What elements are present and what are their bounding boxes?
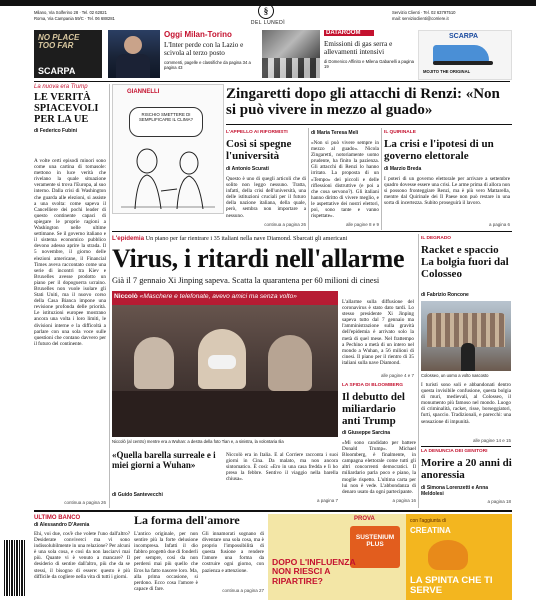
right-photo — [421, 301, 511, 371]
bottom-title[interactable]: La forma dell'amore — [134, 513, 240, 527]
lead-rule — [226, 124, 512, 125]
lead-col3-kicker: IL QUIRINALE — [384, 130, 416, 135]
lead-col1-kicker: L'APPELLO AI RIFORMISTI — [226, 130, 288, 135]
teaser-sport-photo — [108, 30, 160, 78]
bottom-text3: Gli innamorati sognano di diventare una sola cosa, ma è proprio l'impossibilità di questa fusione a rendere l'amore una forma da costruire ogni giorno, con pazienza e attenzione. — [202, 531, 264, 574]
top-rule — [34, 81, 510, 82]
right-text1: I turisti sono soli e abbandonati dentro questa invisibile confusione, questa bolgia di muri, medievali, al Colosseo, il monumento più famoso nel mondo. Luogo di criminalità, racket, risse, borseggiatori, furti, spaccio. Tradizionali, e parecchi: una sensazione di impunità. — [421, 382, 511, 425]
lead-col2-text: «Non si può vivere sempre in mezzo al guado». Nicola Zingaretti, notoriamente uomo prudente, ha finito la pazienza. Gli attacchi di Renzi lo hanno irritato. La proposta di un «Tempo» dei piccoli e delle riflessioni distruttive (e poi a che cosa servono?). Gli italiani hanno diritto di vivere meglio, e le aspettative dei nostri elettori, poi, sono tante e vanno rispettate». — [311, 140, 379, 220]
scarpa-ad-left[interactable] — [34, 30, 102, 78]
lead-col3-byline — [384, 166, 510, 172]
main-photo-ground — [112, 391, 338, 437]
bottom-rule — [34, 510, 512, 512]
shoe-sole-icon — [433, 61, 493, 65]
main-box-title[interactable]: «Quella barella surreale e i miei giorni a Wuhan» — [112, 450, 216, 470]
main-photo-caption: Niccolò (al centro) mentre era a Wuhan: a destra della foto Tian e, a sinistra, la volontaria Ilia — [112, 439, 284, 444]
main-photo-banner-label: Niccolò — [114, 293, 138, 300]
right-photo-person — [461, 343, 475, 371]
lead-col1-cont[interactable]: continua a pagina 26 — [264, 222, 306, 227]
giannelli-cartoon — [112, 84, 224, 214]
right-rule — [421, 446, 511, 447]
editorial-continued[interactable]: continua a pagina 26 — [64, 500, 106, 505]
right-cont2[interactable]: a pagina 18 — [487, 499, 511, 504]
right-kicker1: IL DEGRADO — [421, 236, 452, 241]
teaser-data-byline: di Domenico Affinito e Milena Gabanelli a pagina 19 — [324, 59, 415, 69]
right-byline1-name: di Fabrizio Roncone — [421, 292, 469, 298]
main-photo-figure-left — [134, 337, 174, 389]
col-sep-4 — [418, 234, 419, 508]
mid-rule — [112, 231, 512, 232]
sustenium-ad-right-slogan: LA SPINTA CHE TI SERVE — [410, 575, 493, 596]
sustenium-ad-right-brand: CREATINA — [410, 526, 451, 535]
sustenium-ad[interactable] — [268, 514, 512, 600]
teaser-data-text[interactable]: Emissioni di gas serra e allevamenti intensivi — [324, 40, 393, 56]
col-sep-2 — [308, 128, 309, 230]
main-title[interactable]: Virus, i ritardi nell'allarme — [112, 244, 405, 273]
main-side-text: L'allarme sulla diffusione del coronavirus è stato dato tardi. Lo stesso presidente Xi Jinping sapeva tutto dal 7 gennaio ma l'amministrazione sulla gravità dell'epidemia è arrivato solo la metà di quel mese. Nel frattempo a Pechino a metà di un intero nel mondo a Wuhan, a 56 milioni di cinesi. Il piano per il rientro di 35 italiani sulla nave Diamond. — [342, 299, 414, 366]
sustenium-ad-runner — [428, 540, 468, 570]
main-side-cont[interactable]: alle pagine 4 e 7 — [380, 373, 414, 378]
bloomberg-byline — [342, 430, 416, 436]
sustenium-ad-headline: DOPO L'INFLUENZA NON RIESCI A RIPARTIRE? — [272, 557, 356, 586]
teaser-sport-photo-figure — [124, 36, 142, 54]
teaser-sport-sub: commenti, pagelle e classifiche da pagina 34 a pagina 43 — [164, 60, 251, 70]
bottom-text2: L'antico originale, per non sentire più la forte delusione incompresa. Infatti il dio fabbro progettò due di fonderli per sempre, così da non perdersi mai più quello che Eros ha fatto nascere loro. Ma, alla prima occasione, si perdono. Ecco cosa l'amore è capace di fare. — [134, 531, 198, 592]
main-subtitle: Già il 7 gennaio Xi Jinping sapeva. Scatta la quarantena per 60 milioni di cinesi — [112, 276, 380, 285]
scarpa-ad-right-brand: SCARPA — [449, 33, 479, 40]
lead-col2-cont[interactable]: alle pagine 8 e 9 — [345, 222, 379, 227]
main-box-text: Niccolò era in Italia. E al Corriere racconta i suoi giorni in Cina. Da malato, ma non ancora sintomatico. È così: «Ero in una casa fredda e lì ho preso la febbre. Sentivo il viaggio nella barella chiusa». — [226, 452, 338, 483]
right-title1[interactable]: Racket e spaccio La bolgia fuori dal Colosseo — [421, 244, 509, 280]
bloomberg-text: «Mi sono candidato per battere Donald Trump». Michael Bloomberg, è finalmente, in campagna elettorale come tutti gli altri concorrenti democratici. Il miliardario parla poco e piano, la moglie rispetto. L'ultima carta per lui non è vede. L'abbondanza di denaro usato da ogni partecipante. — [342, 440, 416, 495]
right-byline2 — [421, 485, 511, 497]
main-photo-mask — [208, 355, 236, 369]
main-box-cont[interactable]: a pagina 7 — [316, 498, 338, 503]
bottom-cont[interactable]: continua a pagina 27 — [222, 588, 264, 593]
editorial-byline — [34, 128, 106, 134]
main-photo-banner-text — [114, 293, 336, 300]
lead-title[interactable]: Zingaretti dopo gli attacchi di Renzi: «Non si può vivere in mezzo al guado» — [226, 86, 500, 118]
main-photo-banner-quote: «Maschere e telefonate, avevo amici ma senza volto» — [139, 293, 297, 300]
teaser-data-kicker: DATAROOM — [324, 30, 374, 36]
scarpa-ad-right[interactable] — [418, 30, 512, 80]
main-kicker: L'epidemia — [112, 235, 145, 242]
teaser-data-photo — [262, 30, 320, 78]
masthead-right-info-1: Servizio Clienti · Tel. 02 63797510 — [392, 10, 456, 15]
giannelli-speech-bubble — [129, 107, 203, 137]
lead-col2-byline — [311, 130, 379, 136]
bottom-text1: Ehi, voi due, cos'è che volete l'uno dall'altro? Desiderate conviverci ma vi sono indissolubilmente in una relazione? Per alcuni è una sola cosa, e così da non lasciarvi mai più. Quante vi è venuto a mancare? Il desiderio di sentire dall'altro, più che da se stessi, il bisogno di essere: questo è più difficile da cogliere nella vita di tutti i giorni. — [34, 531, 130, 580]
masthead-day: DEL LUNEDÌ — [250, 20, 286, 26]
barcode-icon — [4, 540, 26, 596]
sustenium-ad-right-kicker: con l'aggiunta di — [410, 518, 446, 524]
lead-col1-text: Questo è uno di quegli articoli che di solito non leggo nessuno. Tratta, infatti, della crisi dell'università, una delle istituzioni cruciali per il futuro della nazione italiana, della quale, però, sembra non importare a nessuno. — [226, 176, 306, 219]
teaser-data-photo-cows — [262, 58, 320, 78]
right-photo-colosseum — [427, 313, 505, 347]
bottom-byline-name: di Alessandro D'Avenia — [34, 522, 90, 528]
bottom-kicker: ULTIMO BANCO — [34, 515, 81, 521]
bottom-byline — [34, 522, 114, 528]
main-photo — [112, 291, 338, 437]
col-sep-3 — [381, 128, 382, 230]
sustenium-ad-brand: SUSTENIUM PLUS — [355, 534, 395, 548]
scarpa-ad-right-model: MOJITO THE ORIGINAL — [423, 69, 471, 74]
bloomberg-cont[interactable]: a pagina 16 — [392, 498, 416, 503]
lead-col3-title[interactable]: La crisi e l'ipotesi di un governo elettorale — [384, 138, 494, 162]
lead-col2-byline-name: di Maria Teresa Meli — [311, 130, 359, 136]
lead-col1-byline-name: di Antonio Scurati — [226, 166, 269, 172]
editorial-byline-name: di Federico Fubini — [34, 128, 78, 134]
main-deck: Un piano per far rientrare i 35 italiani nella nave Diamond. Sbarcati gli americani — [145, 235, 348, 242]
right-byline1 — [421, 292, 511, 298]
main-box-byline — [112, 492, 222, 498]
lead-col1-byline — [226, 166, 306, 172]
lead-col3-text: I poteri di un governo elettorale per arrivare a settembre quadro dovesse essere una crisi. Le arme prima di allora non si possono fronteggiare Renzi, ma è più vero Mattarella, mentre dal Quirinale dei Il Paese non può restare in una sorta di incertezza. Subito proseguirà il lavoro. — [384, 176, 510, 207]
bloomberg-kicker: LA SFIDA DI BLOOMBERG — [342, 383, 403, 388]
teaser-sport-title[interactable]: Oggi Milan-Torino — [164, 30, 232, 39]
col-sep-1 — [109, 84, 110, 508]
scarpa-ad-left-text: NO PLACE TOO FAR — [38, 33, 80, 50]
lead-col1-title[interactable]: Così si spegne l'università — [226, 138, 292, 162]
editorial-text: A volte certi episodi minori sono come una cartina di tornasole: mettono in luce verità che rivelano la quale situazione veramente si trova l'Europa, al suo interno. Dalla crisi di Washington che guarda alle elezioni, si assiste a una svolta: come sapeva il Cancelliere dei pochi leader di questo continente capaci di spiegare le proprie ragioni a Washington nelle ultime settimane. Se il governo italiano e il sistema economico pubblico devono adesso aprire la strada. Il 5 novembre, il giorno delle elezioni americane, il Financial Times aveva raccontato come una serie di incontri tra Kiev e Bruxelles avesse prodotto un piano per il dopoguerra ucraino. Bruxelles non vuole isolare gli Stati Uniti, ma il nuovo corso della Casa Bianca impone una revisione profonda delle priorità. Le istituzioni europee mostrano ancora una volta i loro limiti, le divisioni interne e la difficoltà a parlare con una sola voce sulle questioni che contano davvero per il futuro del continente. — [34, 158, 106, 347]
main-deck-line — [112, 235, 410, 242]
main-box-byline-name: di Guido Santevecchi — [112, 492, 163, 498]
lead-col3-cont[interactable]: a pagina 6 — [488, 222, 510, 227]
right-photo-caption: Colosseo, un uomo a volto nascosto — [421, 373, 489, 378]
lead-col3-byline-name: di Marzio Breda — [384, 166, 422, 172]
main-photo-figure-right — [268, 335, 312, 391]
teaser-sport-photo-figure-body — [116, 54, 150, 78]
masthead-right-info-2: mail: servizioclienti@corriere.it — [392, 16, 449, 21]
masthead — [0, 0, 536, 28]
bloomberg-byline-name: di Giuseppe Sarcina — [342, 430, 391, 436]
editorial-title[interactable]: LE VERITÀ SPIACEVOLI PER LA UE — [34, 92, 99, 125]
right-kicker2: LA DENUNCIA DEI GENITORI — [421, 449, 488, 454]
giannelli-drawing — [121, 139, 215, 209]
right-byline2-name: di Simona Lorenzetti e Anna Meldolesi — [421, 485, 489, 497]
right-cont1[interactable]: alle pagine 14 e 15 — [472, 438, 511, 443]
bloomberg-title[interactable]: Il debutto del miliardario anti Trump — [342, 391, 405, 427]
sustenium-ad-kicker: PROVA — [354, 516, 375, 522]
right-title2[interactable]: Morire a 20 anni di anoressia — [421, 457, 512, 481]
masthead-seal-icon: § — [258, 3, 274, 19]
giannelli-speech: RISCHIO SMETTERE DI SEMPLIFICARE IL CLIMA? — [138, 112, 193, 123]
editorial-kicker: La nuova era Trump — [34, 84, 88, 90]
masthead-left-info-1: Milano, Via Solferino 28 · Tel. 02 62821 — [34, 10, 107, 15]
giannelli-label: GIANNELLI — [127, 89, 160, 95]
masthead-left-info-2: Roma, Via Campania 59/C · Tel. 06 688281 — [34, 16, 115, 21]
scarpa-ad-left-brand: SCARPA — [38, 66, 76, 76]
teaser-sport-text[interactable]: L'Inter perde con la Lazio e scivola al terzo posto — [164, 41, 244, 57]
